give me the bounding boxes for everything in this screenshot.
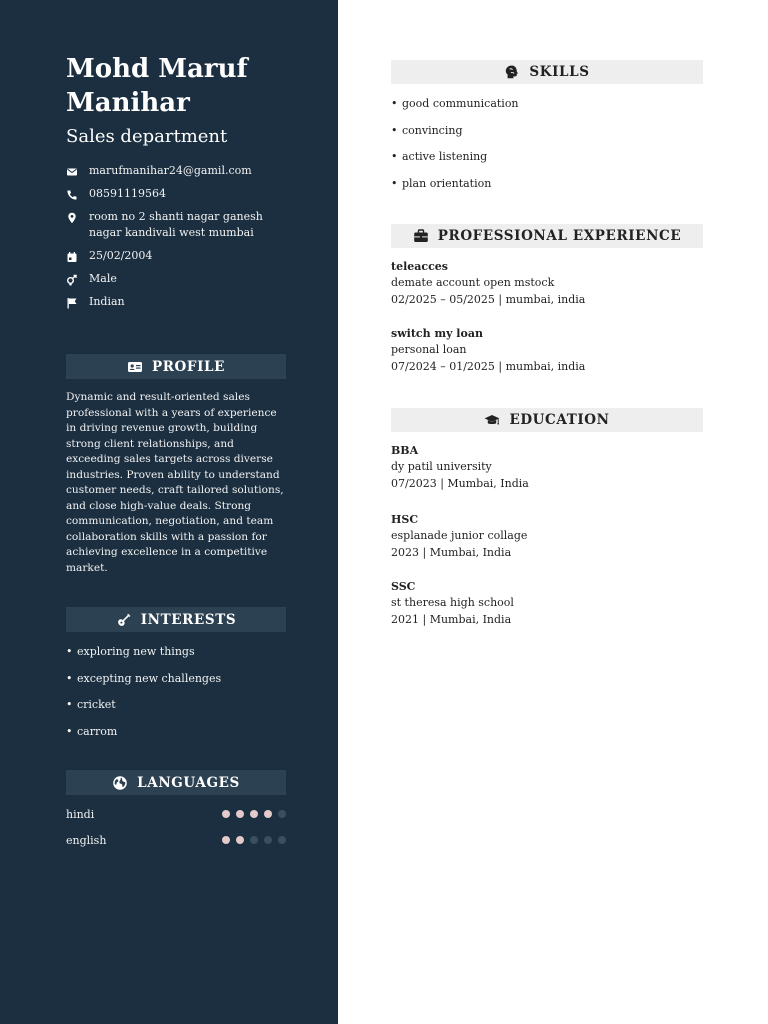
experience-entry	[391, 259, 701, 308]
skill-text: active listening	[402, 150, 488, 163]
experience-heading-text: PROFESSIONAL EXPERIENCE	[437, 228, 682, 244]
level-dot-filled	[236, 836, 244, 844]
education-meta: 2023 | Mumbai, India	[391, 545, 512, 559]
gender-icon	[66, 274, 78, 286]
envelope-icon	[66, 166, 78, 178]
list-item: • cricket	[66, 697, 286, 724]
interests-list	[66, 644, 286, 750]
experience-company: teleacces	[391, 260, 448, 273]
education-meta: 2021 | Mumbai, India	[391, 612, 512, 626]
graduation-cap-icon	[484, 412, 500, 428]
globe-icon	[112, 775, 128, 791]
calendar-icon	[66, 251, 78, 263]
id-card-icon	[127, 359, 143, 375]
languages-heading	[66, 770, 286, 795]
contact-gender	[66, 271, 296, 287]
language-level	[216, 836, 286, 844]
contact-list	[66, 163, 296, 317]
education-entry	[391, 443, 701, 492]
level-dot-empty	[278, 836, 286, 844]
list-item: • convincing	[391, 123, 519, 150]
skill-text: good communication	[402, 97, 519, 110]
brain-icon	[504, 64, 520, 80]
list-item: • active listening	[391, 149, 519, 176]
person-title: Sales department	[66, 126, 228, 147]
list-item: • carrom	[66, 724, 286, 751]
experience-role: demate account open mstock	[391, 276, 555, 289]
sidebar	[0, 0, 338, 1024]
education-degree: HSC	[391, 513, 419, 526]
education-entry	[391, 512, 701, 561]
language-level	[216, 810, 286, 818]
contact-address	[66, 209, 296, 241]
education-degree: BBA	[391, 444, 419, 457]
languages-heading-text: LANGUAGES	[137, 774, 240, 791]
experience-heading	[391, 224, 703, 248]
interest-text: excepting new challenges	[77, 671, 222, 685]
main-content	[338, 0, 768, 1024]
list-item: • plan orientation	[391, 176, 519, 203]
experience-meta: 02/2025 – 05/2025 | mumbai, india	[391, 292, 586, 306]
experience-entry	[391, 326, 701, 375]
profile-heading-text: PROFILE	[151, 358, 225, 375]
contact-address-text: room no 2 shanti nagar ganesh nagar kandivali west mumbai	[89, 210, 263, 239]
contact-phone-text: 08591119564	[89, 187, 166, 200]
list-item: • exploring new things	[66, 644, 286, 671]
education-degree: SSC	[391, 580, 416, 593]
interest-text: exploring new things	[77, 645, 195, 658]
interest-text: carrom	[77, 724, 118, 738]
interests-heading	[66, 607, 286, 632]
education-entry	[391, 579, 701, 628]
education-heading	[391, 408, 703, 432]
contact-birthdate-text: 25/02/2004	[89, 249, 153, 262]
level-dot-filled	[236, 810, 244, 818]
contact-gender-text: Male	[89, 272, 117, 285]
list-item: • good communication	[391, 96, 519, 123]
language-name: hindi	[66, 807, 95, 821]
education-heading-text: EDUCATION	[509, 412, 610, 428]
skills-heading-text: SKILLS	[529, 64, 590, 80]
profile-heading	[66, 354, 286, 379]
education-school: st theresa high school	[391, 596, 514, 609]
contact-nationality-text: Indian	[89, 295, 125, 308]
level-dot-filled	[250, 810, 258, 818]
experience-meta: 07/2024 – 01/2025 | mumbai, india	[391, 359, 586, 373]
experience-company: switch my loan	[391, 327, 483, 340]
skill-text: convincing	[402, 123, 463, 137]
skills-list	[391, 96, 519, 202]
list-item: • excepting new challenges	[66, 671, 286, 698]
profile-text: Dynamic and result-oriented sales professional with a years of experience in driving revenue growth, building strong client relationships, and exceeding sales targets across diverse industries. Proven ability to understand customer needs, craft tailored solutions, and close high-value deals. Strong communication, negotiation, and team collaboration skills with a passion for achieving excellence in a competitive market.	[66, 391, 284, 574]
contact-birthdate	[66, 248, 296, 264]
experience-role: personal loan	[391, 343, 467, 356]
interest-text: cricket	[77, 698, 116, 711]
contact-nationality	[66, 294, 296, 310]
level-dot-empty	[264, 836, 272, 844]
education-school: esplanade junior collage	[391, 529, 528, 542]
education-meta: 07/2023 | Mumbai, India	[391, 476, 529, 490]
flag-icon	[66, 297, 78, 309]
skill-text: plan orientation	[402, 176, 492, 190]
language-name: english	[66, 833, 107, 847]
contact-email-text: marufmanihar24@gamil.com	[89, 164, 252, 177]
location-pin-icon	[66, 212, 78, 224]
level-dot-filled	[264, 810, 272, 818]
level-dot-empty	[278, 810, 286, 818]
phone-icon	[66, 189, 78, 201]
briefcase-icon	[413, 228, 429, 244]
person-name: Mohd Maruf Manihar	[66, 54, 248, 118]
language-row-english	[66, 831, 286, 849]
level-dot-filled	[222, 836, 230, 844]
language-row-hindi	[66, 805, 286, 823]
level-dot-filled	[222, 810, 230, 818]
interests-heading-text: INTERESTS	[140, 611, 237, 628]
contact-email	[66, 163, 296, 179]
education-school: dy patil university	[391, 460, 492, 473]
skills-heading	[391, 60, 703, 84]
level-dot-empty	[250, 836, 258, 844]
guitar-icon	[116, 612, 132, 628]
contact-phone	[66, 186, 296, 202]
